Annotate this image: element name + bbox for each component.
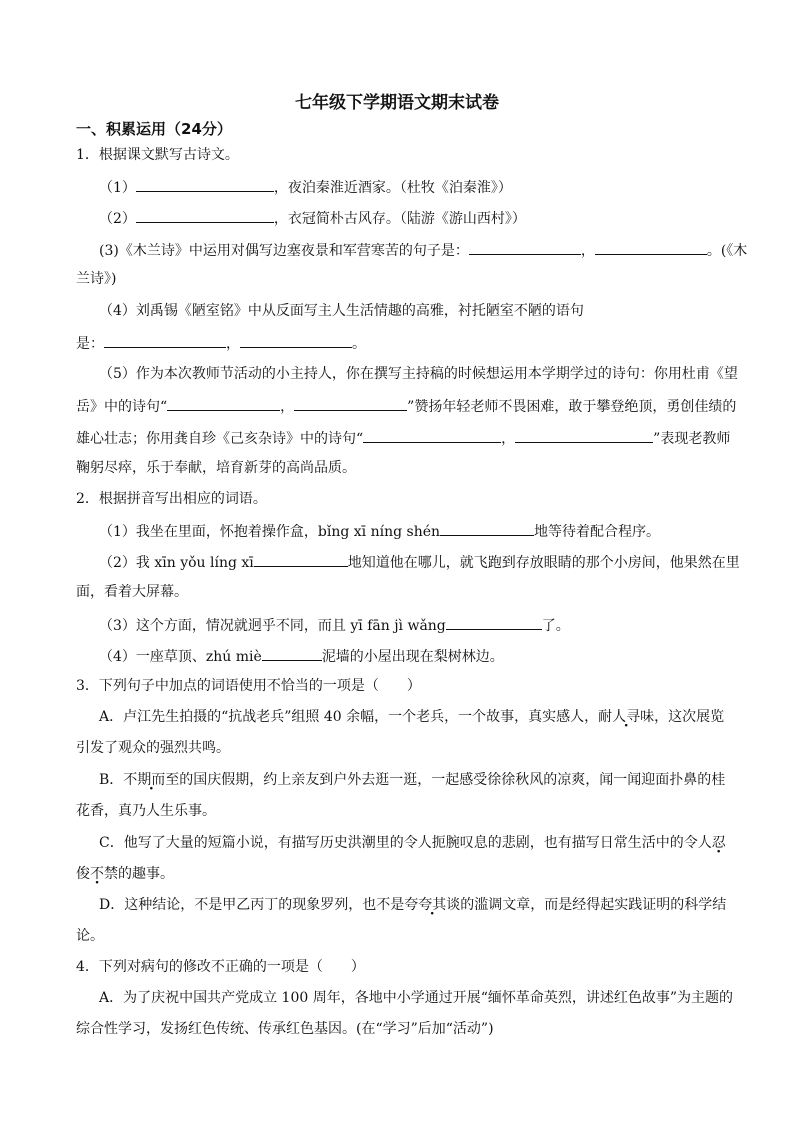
answer-blank[interactable] <box>262 646 322 661</box>
question-1-stem: 1．根据课文默写古诗文。 <box>76 147 239 163</box>
q4-option-a-cont: 综合性学习，发扬红色传统、传承红色基因。(在“学习”后加“活动”) <box>76 1021 494 1037</box>
q4-option-a: A．为了庆祝中国共产党成立 100 周年，各地中小学通过开展“缅怀革命英烈，讲述红色故事”为主题的 <box>99 990 734 1006</box>
emphasized-word: 不期而至 <box>123 772 180 788</box>
q1-item-1: （1） ，夜泊秦淮近酒家。（杜牧《泊秦淮》） <box>99 177 749 197</box>
page-title: 七年级下学期语文期末试卷 <box>295 93 499 113</box>
q3-option-c-cont: 俊不禁的趣事。 <box>76 866 174 882</box>
answer-blank[interactable] <box>595 240 707 255</box>
question-3-stem: 3．下列句子中加点的词语使用不恰当的一项是（ ） <box>76 678 421 694</box>
q2-item-3: （3）这个方面，情况就迥乎不同，而且 yī fān jì wǎng 了。 <box>99 615 749 635</box>
q1-item-4: （4）刘禹锡《陋室铭》中从反面写主人生活情趣的高雅，衬托陋室不陋的语句 <box>99 303 584 319</box>
q2-item-2-cont: 面，看着大屏幕。 <box>76 584 188 600</box>
q2-item-2: （2）我 xīn yǒu líng xī 地知道他在哪儿，就飞跑到存放眼睛的那个小房间，他果然在里 <box>99 552 749 572</box>
q3-option-c: C．他写了大量的短篇小说，有描写历史洪潮里的令人扼腕叹息的悲剧，也有描写日常生活中的令人忍 <box>99 835 726 851</box>
q1-item-5: （5）作为本次教师节活动的小主持人，你在撰写主持稿的时候想运用本学期学过的诗句：你用杜甫《望 <box>99 366 738 382</box>
section-heading: 一、积累运用（24分） <box>76 120 232 138</box>
question-4-stem: 4．下列对病句的修改不正确的一项是（ ） <box>76 959 365 975</box>
answer-blank[interactable] <box>167 396 280 411</box>
answer-blank[interactable] <box>440 521 534 536</box>
q3-option-b-cont: 花香，真乃人生乐事。 <box>76 803 216 819</box>
emphasized-word: 耐人寻味 <box>598 709 655 725</box>
q1-item-3-cont: 兰诗》) <box>76 271 117 287</box>
emphasized-word: 忍 <box>711 835 726 851</box>
question-2-stem: 2．根据拼音写出相应的词语。 <box>76 491 267 507</box>
answer-blank[interactable] <box>240 333 352 348</box>
q2-item-4: （4）一座草顶、zhú miè 泥墙的小屋出现在梨树林边。 <box>99 646 749 666</box>
q3-option-b: B．不期而至的国庆假期，约上亲友到户外去逛一逛，一起感受徐徐秋风的凉爽，闻一闻迎面扑鼻的桂 <box>99 772 726 788</box>
answer-blank[interactable] <box>515 428 653 443</box>
answer-blank[interactable] <box>294 396 407 411</box>
q3-option-a-cont: 引发了观众的强烈共鸣。 <box>76 740 230 756</box>
answer-blank[interactable] <box>136 208 274 223</box>
q1-item-3: (3)《木兰诗》中运用对偶写边塞夜景和军营寒苦的句子是： ， 。(《木 <box>99 240 749 260</box>
answer-blank[interactable] <box>363 428 501 443</box>
answer-blank[interactable] <box>446 615 542 630</box>
q1-item-5-line4: 鞠躬尽瘁，乐于奉献，培育新芽的高尚品质。 <box>76 460 356 476</box>
answer-blank[interactable] <box>104 333 226 348</box>
answer-blank[interactable] <box>469 240 581 255</box>
emphasized-word: 俊不禁 <box>76 866 118 882</box>
q3-option-a: A．卢江先生拍摄的“抗战老兵”组照 40 余幅，一个老兵，一个故事，真实感人，耐人寻味，这次展览 <box>99 709 725 725</box>
q3-option-d-cont: 论。 <box>76 928 104 944</box>
q3-option-d: D．这种结论，不是甲乙丙丁的现象罗列，也不是夸夸其谈的滥调文章，而是经得起实践证明的科学结 <box>99 897 727 913</box>
q2-item-1: （1）我坐在里面，怀抱着操作盒，bǐng xī níng shén 地等待着配合程序。 <box>99 521 749 541</box>
answer-blank[interactable] <box>254 552 348 567</box>
q1-item-4-cont: 是： ， 。 <box>76 333 748 353</box>
q1-item-5-line2: 岳》中的诗句“ ， ”赞扬年轻老师不畏困难，敢于攀登绝顶，勇创佳绩的 <box>76 396 748 416</box>
answer-blank[interactable] <box>136 177 274 192</box>
q1-item-2: （2） ，衣冠简朴古风存。（陆游《游山西村》） <box>99 208 749 228</box>
q1-item-5-line3: 雄心壮志；你用龚自珍《己亥杂诗》中的诗句“ ， ”表现老教师 <box>76 428 748 448</box>
emphasized-word: 夸夸其谈 <box>404 897 461 913</box>
